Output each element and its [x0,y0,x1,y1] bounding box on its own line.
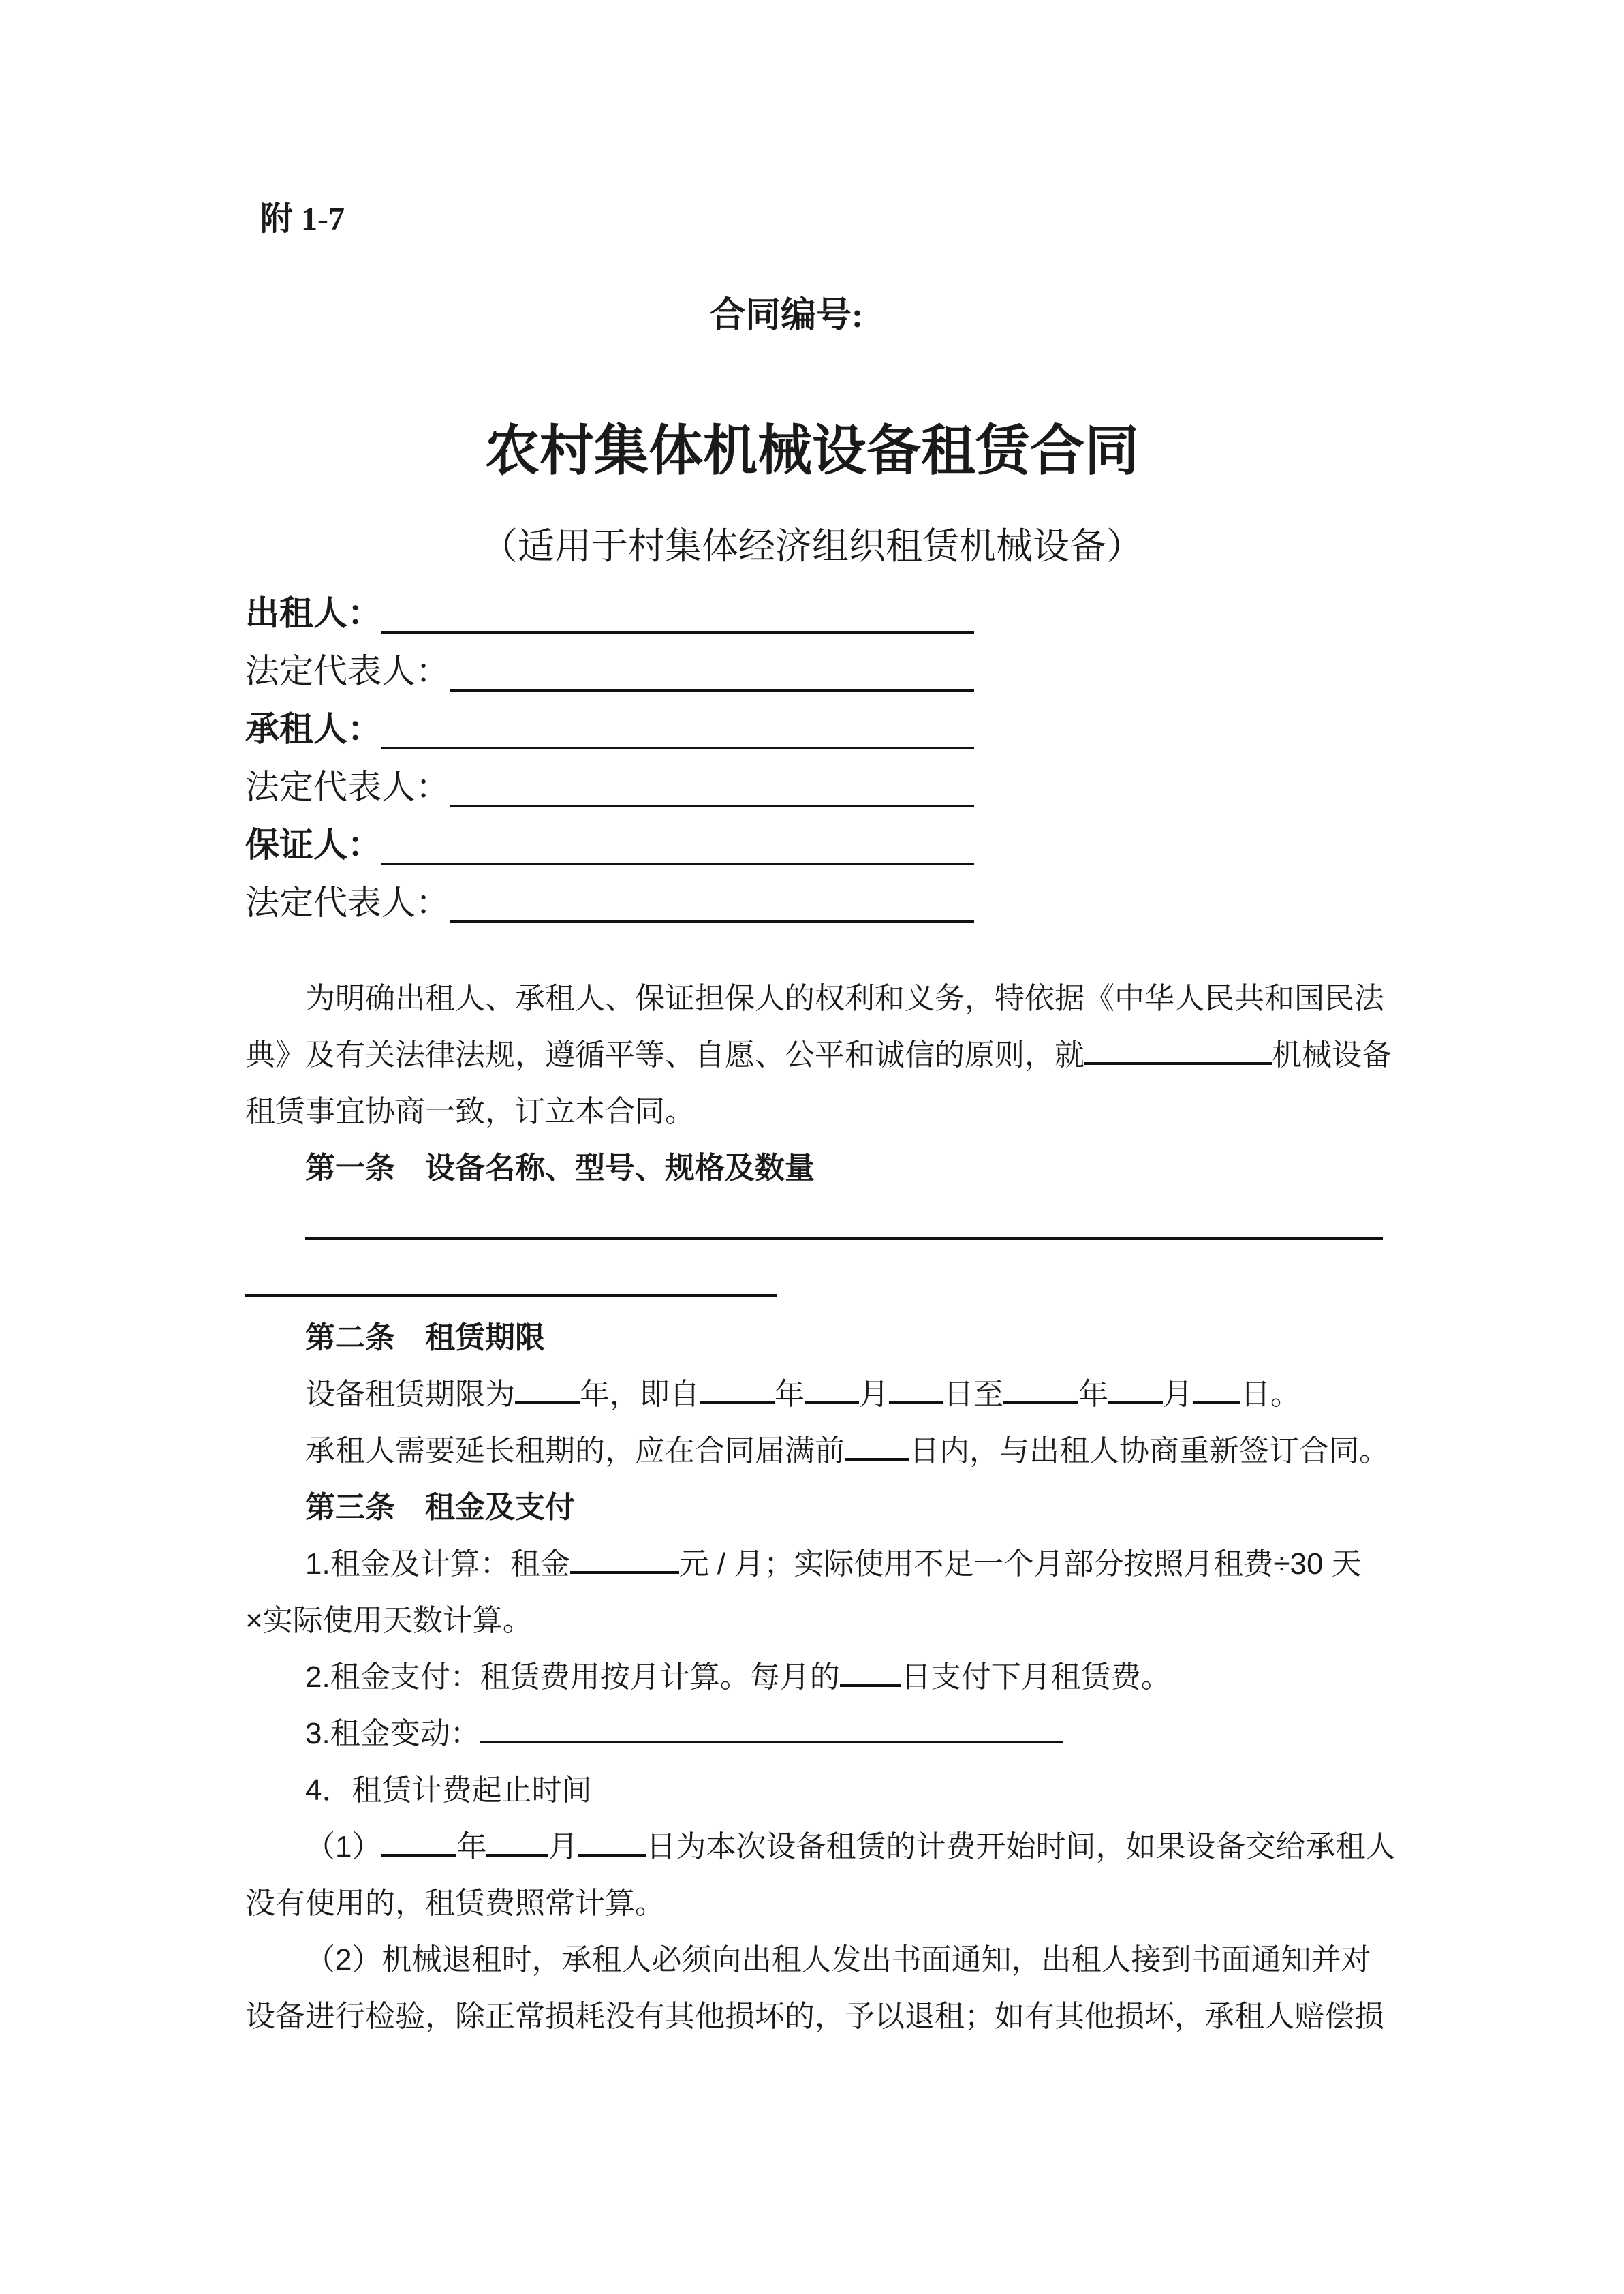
party-label: 法定代表人： [245,652,450,690]
fill-in-blank [570,1567,679,1574]
parties-section [245,585,974,932]
party-row [245,642,974,700]
text-segment: 第一条 设备名称、型号、规格及数量 [305,1151,815,1185]
party-label: 法定代表人： [245,884,450,922]
party-row [245,816,974,874]
party-fill-line [450,758,974,807]
blank-underline [245,1253,777,1297]
fill-in-blank [805,1397,859,1404]
text-segment: 月 [859,1378,889,1411]
fill-in-blank [486,1850,548,1857]
text-segment: 日至 [943,1378,1003,1411]
fill-in-blank [381,1850,456,1857]
party-label: 保证人： [245,826,381,864]
text-segment: 年 [1078,1378,1108,1411]
text-segment: 第三条 租金及支付 [305,1491,575,1524]
fill-in-blank [845,1454,909,1461]
text-segment: 第二条 租赁期限 [305,1321,545,1354]
text-segment: 月 [548,1830,578,1863]
text-segment: 设备租赁期限为 [305,1378,515,1411]
contract-line [245,1762,1383,1818]
blank-underline [305,1196,1383,1240]
text-segment: 3.租金变动： [305,1717,480,1750]
text-segment: 月 [1163,1378,1193,1411]
contract-line [245,1366,1383,1423]
fill-in-blank [480,1737,1063,1743]
contract-line [245,1875,1383,1932]
party-row [245,585,974,642]
article-heading [245,1479,1383,1536]
contract-number-label: 合同编号: [710,296,864,335]
fill-in-blank [1003,1397,1078,1404]
fill-in-blank [700,1397,775,1404]
contract-body [245,970,1396,2045]
text-segment: 年，即自 [580,1378,700,1411]
text-segment: 为明确出租人、承租人、保证担保人的权利和义务，特依据《中华人民共和国民法 [305,982,1384,1015]
party-fill-line [450,874,974,923]
text-segment: 元 / 月；实际使用不足一个月部分按照月租费÷30 天 [678,1547,1362,1581]
contract-line [245,1423,1389,1479]
fill-in-blank [515,1397,580,1404]
party-label: 法定代表人： [245,768,450,806]
article-heading [245,1140,1383,1196]
text-segment: 设备进行检验，除正常损耗没有其他损坏的，予以退租；如有其他损坏，承租人赔偿损 [245,2000,1384,2033]
text-segment: （1） [305,1830,382,1863]
article-heading [245,1309,1383,1366]
contract-line [245,1988,1383,2045]
party-fill-line [381,700,974,749]
fill-in-blank [1108,1397,1163,1404]
contract-line [245,1083,1383,1140]
text-segment: 日。 [1240,1378,1300,1411]
text-segment: 年 [775,1378,805,1411]
fill-in-blank [578,1850,646,1857]
party-row [245,874,974,932]
contract-line [245,1649,1383,1705]
text-segment: 承租人需要延长租期的，应在合同届满前 [305,1434,845,1468]
text-segment: 1.租金及计算：租金 [305,1547,570,1581]
text-segment: 日内，与出租人协商重新签订合同。 [909,1434,1389,1468]
contract-line [245,1536,1383,1592]
fill-in-blank [889,1397,943,1404]
contract-subtitle: （适用于村集体经济组织租赁机械设备） [481,526,1143,567]
party-label: 出租人： [245,594,381,632]
text-segment: ×实际使用天数计算。 [245,1604,533,1637]
party-label: 承租人： [245,710,381,748]
party-fill-line [381,816,974,865]
contract-line [245,1592,1383,1649]
contract-line [245,1818,1396,1875]
contract-line [245,1932,1383,1988]
text-segment: 日为本次设备租赁的计费开始时间，如果设备交给承租人 [646,1830,1396,1863]
contract-line [245,1027,1392,1083]
text-segment: 日支付下月租赁费。 [901,1660,1171,1694]
text-segment: （2）机械退租时，承租人必须向出租人发出书面通知，出租人接到书面通知并对 [305,1943,1371,1977]
fill-in-blank [840,1680,901,1687]
blank-line [245,1253,1383,1309]
party-row [245,700,974,758]
text-segment: 2.租金支付：租赁费用按月计算。每月的 [305,1660,840,1694]
text-segment: 租赁事宜协商一致，订立本合同。 [245,1095,695,1128]
fill-in-blank [1084,1058,1272,1065]
contract-line [245,1705,1383,1762]
text-segment: 机械设备 [1272,1038,1392,1072]
text-segment: 没有使用的，租赁费照常计算。 [245,1887,665,1920]
party-fill-line [450,642,974,692]
attachment-label: 附 1-7 [260,201,345,237]
party-fill-line [381,585,974,634]
contract-line [245,970,1383,1027]
party-row [245,758,974,816]
text-segment: 典》及有关法律法规，遵循平等、自愿、公平和诚信的原则，就 [245,1038,1084,1072]
contract-title: 农村集体机械设备租赁合同 [485,420,1139,481]
text-segment: 年 [456,1830,487,1863]
blank-line [245,1196,1383,1253]
fill-in-blank [1193,1397,1240,1404]
text-segment: 4．租赁计费起止时间 [305,1773,592,1807]
